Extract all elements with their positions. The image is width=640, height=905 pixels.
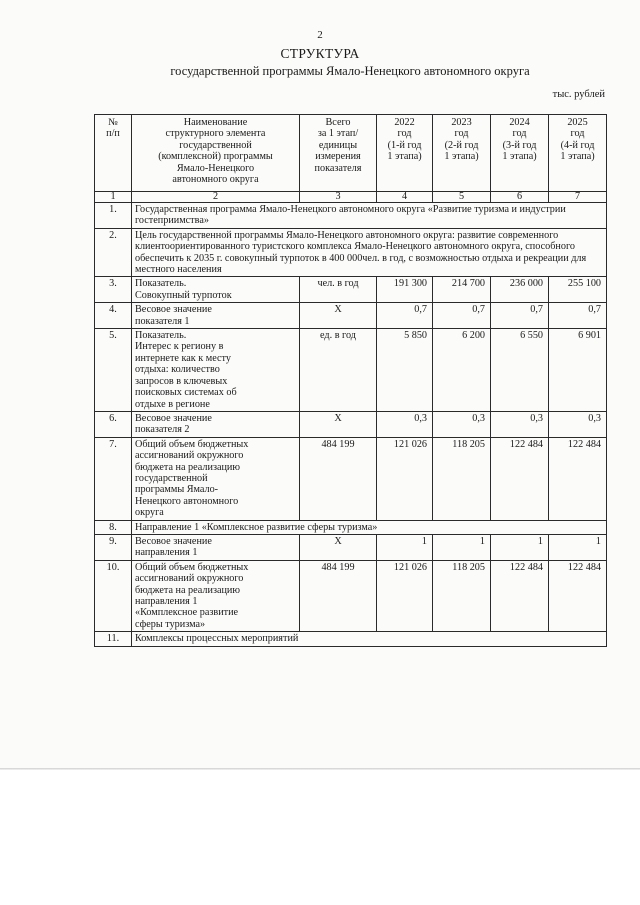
value-2023: 214 700 — [433, 277, 491, 303]
row-total: 484 199 — [300, 437, 377, 520]
row-name: Общий объем бюджетных ассигнований окружного бюджета на реализацию направления 1 «Комплексное развитие сферы туризма» — [132, 560, 300, 631]
index-cell: 5 — [433, 192, 491, 203]
value-2025: 122 484 — [549, 437, 607, 520]
row-total: 484 199 — [300, 560, 377, 631]
value-2024: 1 — [491, 534, 549, 560]
row-name: Показатель. Совокупный турпоток — [132, 277, 300, 303]
row-total: чел. в год — [300, 277, 377, 303]
value-2023: 118 205 — [433, 437, 491, 520]
value-2022: 0,3 — [377, 411, 433, 437]
index-cell: 1 — [95, 192, 132, 203]
header-row — [95, 115, 607, 192]
header-2023: 2023 год (2-й год 1 этапа) — [433, 115, 491, 192]
value-2023: 118 205 — [433, 560, 491, 631]
table-row — [95, 520, 607, 534]
table-row — [95, 560, 607, 631]
index-cell: 7 — [549, 192, 607, 203]
structure-table — [94, 114, 607, 647]
value-2025: 0,7 — [549, 303, 607, 329]
header-total: Всего за 1 этап/ единицы измерения показателя — [300, 115, 377, 192]
document-title: СТРУКТУРА — [280, 46, 360, 61]
page-number: 2 — [317, 29, 323, 41]
value-2022: 1 — [377, 534, 433, 560]
column-index-row — [95, 192, 607, 203]
row-number: 10. — [95, 560, 132, 631]
value-2023: 0,3 — [433, 411, 491, 437]
table-row — [95, 534, 607, 560]
value-2023: 1 — [433, 534, 491, 560]
table-row — [95, 329, 607, 412]
value-2024: 122 484 — [491, 437, 549, 520]
table-row — [95, 411, 607, 437]
value-2024: 0,3 — [491, 411, 549, 437]
value-2025: 0,3 — [549, 411, 607, 437]
row-name: Показатель. Интерес к региону в интернете как к месту отдыха: количество запросов в ключевых поисковых системах об отдыхе в регионе — [132, 329, 300, 412]
row-number: 6. — [95, 411, 132, 437]
value-2025: 122 484 — [549, 560, 607, 631]
row-number: 7. — [95, 437, 132, 520]
value-2025: 6 901 — [549, 329, 607, 412]
value-2022: 121 026 — [377, 437, 433, 520]
row-number: 3. — [95, 277, 132, 303]
value-2024: 0,7 — [491, 303, 549, 329]
row-number: 11. — [95, 632, 132, 646]
units-label: тыс. рублей — [552, 89, 605, 100]
row-name: Общий объем бюджетных ассигнований окружного бюджета на реализацию государственной программы Ямало- Ненецкого автономного округа — [132, 437, 300, 520]
value-2024: 122 484 — [491, 560, 549, 631]
row-text: Направление 1 «Комплексное развитие сферы туризма» — [132, 520, 607, 534]
value-2025: 1 — [549, 534, 607, 560]
value-2023: 6 200 — [433, 329, 491, 412]
row-total: X — [300, 411, 377, 437]
row-name: Весовое значение показателя 2 — [132, 411, 300, 437]
table-row — [95, 437, 607, 520]
row-name: Весовое значение показателя 1 — [132, 303, 300, 329]
value-2022: 191 300 — [377, 277, 433, 303]
row-text: Цель государственной программы Ямало-Ненецкого автономного округа: развитие современного клиентоориентированного туристского комплекса Ямало-Ненецкого автономного округа, способного обеспечить к 2035 г. совокупный турпоток в 400 000чел. в год, с возможностью отдыха и рекреации для местного населения — [132, 228, 607, 277]
index-cell: 3 — [300, 192, 377, 203]
row-number: 2. — [95, 228, 132, 277]
value-2023: 0,7 — [433, 303, 491, 329]
header-2024: 2024 год (3-й год 1 этапа) — [491, 115, 549, 192]
row-total: X — [300, 534, 377, 560]
table-row — [95, 203, 607, 229]
value-2022: 5 850 — [377, 329, 433, 412]
row-number: 5. — [95, 329, 132, 412]
index-cell: 2 — [132, 192, 300, 203]
index-cell: 6 — [491, 192, 549, 203]
row-number: 9. — [95, 534, 132, 560]
row-text: Государственная программа Ямало-Ненецкого автономного округа «Развитие туризма и индустрии гостеприимства» — [132, 203, 607, 229]
value-2024: 236 000 — [491, 277, 549, 303]
table-row — [95, 632, 607, 646]
row-total: X — [300, 303, 377, 329]
value-2025: 255 100 — [549, 277, 607, 303]
value-2022: 121 026 — [377, 560, 433, 631]
row-number: 1. — [95, 203, 132, 229]
row-number: 4. — [95, 303, 132, 329]
value-2022: 0,7 — [377, 303, 433, 329]
value-2024: 6 550 — [491, 329, 549, 412]
index-cell: 4 — [377, 192, 433, 203]
row-number: 8. — [95, 520, 132, 534]
table-row — [95, 303, 607, 329]
header-num: № п/п — [95, 115, 132, 192]
table-row — [95, 228, 607, 277]
row-total: ед. в год — [300, 329, 377, 412]
header-2025: 2025 год (4-й год 1 этапа) — [549, 115, 607, 192]
header-2022: 2022 год (1-й год 1 этапа) — [377, 115, 433, 192]
table-row — [95, 277, 607, 303]
row-name: Весовое значение направления 1 — [132, 534, 300, 560]
header-name: Наименование структурного элемента государственной (комплексной) программы Ямало-Ненецкого автономного округа — [132, 115, 300, 192]
document-subtitle: государственной программы Ямало-Ненецкого автономного округа — [170, 64, 530, 78]
page-edge — [0, 768, 640, 770]
row-text: Комплексы процессных мероприятий — [132, 632, 607, 646]
